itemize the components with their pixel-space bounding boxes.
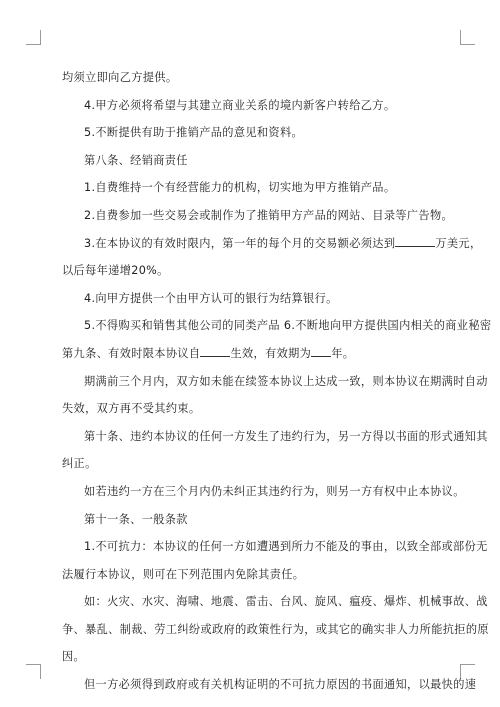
paragraph-line: 争、暴乱、制裁、劳工纠纷或政府的政策性行为，或其它的确实非人力所能抗拒的原 (62, 622, 489, 636)
line-text: 万美元， (435, 236, 482, 250)
paragraph-line: 失效，双方再不受其约束。 (62, 402, 201, 416)
document-body (62, 64, 492, 699)
article-heading: 第八条、经销商责任 (84, 153, 188, 167)
paragraph-line: 如：火灾、水灾、海啸、地震、雷击、台风、旋风、瘟疫、爆炸、机械事故、战 (84, 595, 488, 609)
paragraph-line: 1.不可抗力：本协议的任何一方如遭遇到所力不能及的事由，以致全部或部份无 (84, 540, 488, 554)
fill-in-blank[interactable] (395, 234, 435, 247)
paragraph-line: 1.自费维持一个有经营能力的机构，切实地为甲方推销产品。 (84, 181, 396, 195)
crop-mark-bottom-right (460, 664, 475, 679)
article-heading: 第十条、违约本协议的任何一方发生了违约行为，另一方得以书面的形式通知其 (84, 429, 488, 443)
crop-mark-top-left (26, 30, 41, 45)
paragraph-line: 5.不得购买和销售其他公司的同类产品 6.不断地向甲方提供国内相关的商业秘密 (84, 319, 492, 333)
paragraph-line: 4.向甲方提供一个由甲方认可的银行为结算银行。 (84, 291, 338, 305)
line-text: 3.在本协议的有效时限内，第一年的每个月的交易额必须达到 (84, 236, 396, 250)
crop-mark-top-right (460, 30, 475, 45)
line-text: 第九条、有效时限本协议自 (62, 346, 201, 360)
fill-in-blank[interactable] (200, 344, 230, 357)
paragraph-line (62, 340, 439, 368)
paragraph-line: 2.自费参加一些交易会或制作为了推销甲方产品的网站、目录等广告物。 (84, 208, 454, 222)
paragraph-line (62, 230, 482, 258)
crop-mark-bottom-left (26, 664, 41, 679)
fill-in-blank[interactable] (311, 344, 331, 357)
paragraph-line: 5.不断提供有助于推销产品的意见和资料。 (84, 126, 304, 140)
paragraph-line: 期满前三个月内，双方如未能在续签本协议上达成一致，则本协议在期满时自动 (84, 374, 488, 388)
paragraph-line: 均须立即向乙方提供。 (62, 71, 178, 84)
paragraph-line: 但一方必须得到政府或有关机构证明的不可抗力原因的书面通知，以最快的速 (84, 678, 477, 692)
paragraph-line: 以后每年递增20%。 (62, 264, 169, 278)
paragraph-line: 如若违约一方在三个月内仍未纠正其违约行为，则另一方有权中止本协议。 (84, 484, 465, 498)
line-text: 生效，有效期为 (230, 346, 312, 360)
paragraph-line: 4.甲方必须将希望与其建立商业关系的境内新客户转给乙方。 (84, 98, 396, 112)
paragraph-line: 法履行本协议，则可在下列范围内免除其责任。 (62, 567, 305, 581)
article-heading: 第十一条、一般条款 (84, 512, 188, 526)
line-text: 年。 (331, 346, 355, 360)
paragraph-line: 纠正。 (62, 457, 97, 471)
paragraph-line: 因。 (62, 650, 86, 664)
